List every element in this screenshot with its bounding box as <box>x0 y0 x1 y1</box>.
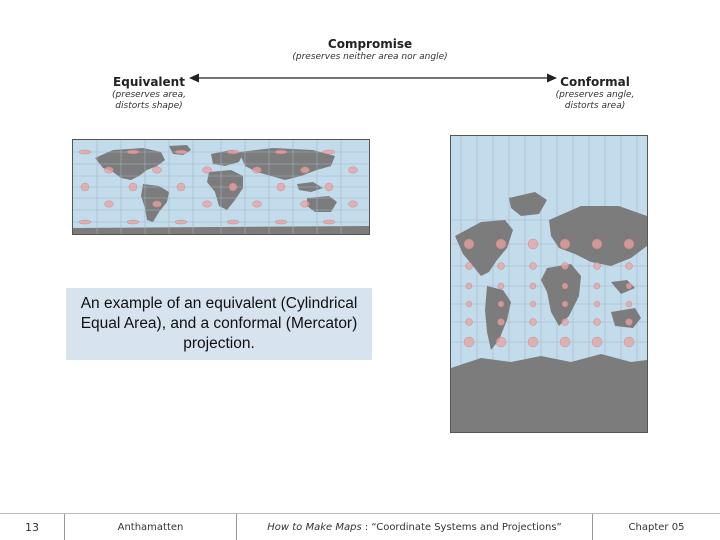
mercator-map-graphic <box>451 136 647 432</box>
conformal-subtitle-line-1: (preserves angle, <box>555 90 635 100</box>
spectrum-arrow <box>0 0 720 130</box>
compromise-subtitle: (preserves neither area nor angle) <box>292 52 448 62</box>
page-number: 13 <box>25 520 39 534</box>
conformal-title: Conformal <box>560 75 630 89</box>
projection-spectrum-diagram <box>0 0 720 130</box>
equivalent-subtitle-line-1: (preserves area, <box>112 90 186 100</box>
footer-book-title: How to Make Maps <box>267 521 362 533</box>
equivalent-subtitle-line-2: distorts shape) <box>115 101 183 111</box>
equal-area-map <box>72 139 370 235</box>
footer-book-info <box>236 514 592 540</box>
mercator-map <box>450 135 648 433</box>
conformal-subtitle-line-2: distorts area) <box>564 101 626 111</box>
equal-area-map-graphic <box>73 140 369 234</box>
footer-chapter-title: “Coordinate Systems and Projections” <box>371 521 562 533</box>
footer-author: Anthamatten <box>64 514 236 540</box>
projection-caption-text: An example of an equivalent (Cylindrical Equal Area), and a conformal (Mercator) projection. <box>80 295 358 352</box>
projection-caption <box>66 288 372 360</box>
footer-chapter: Chapter 05 <box>592 514 720 540</box>
footer-separator: : <box>361 521 372 533</box>
slide-footer <box>0 514 720 540</box>
compromise-title: Compromise <box>327 37 413 51</box>
equivalent-title: Equivalent <box>113 75 185 89</box>
